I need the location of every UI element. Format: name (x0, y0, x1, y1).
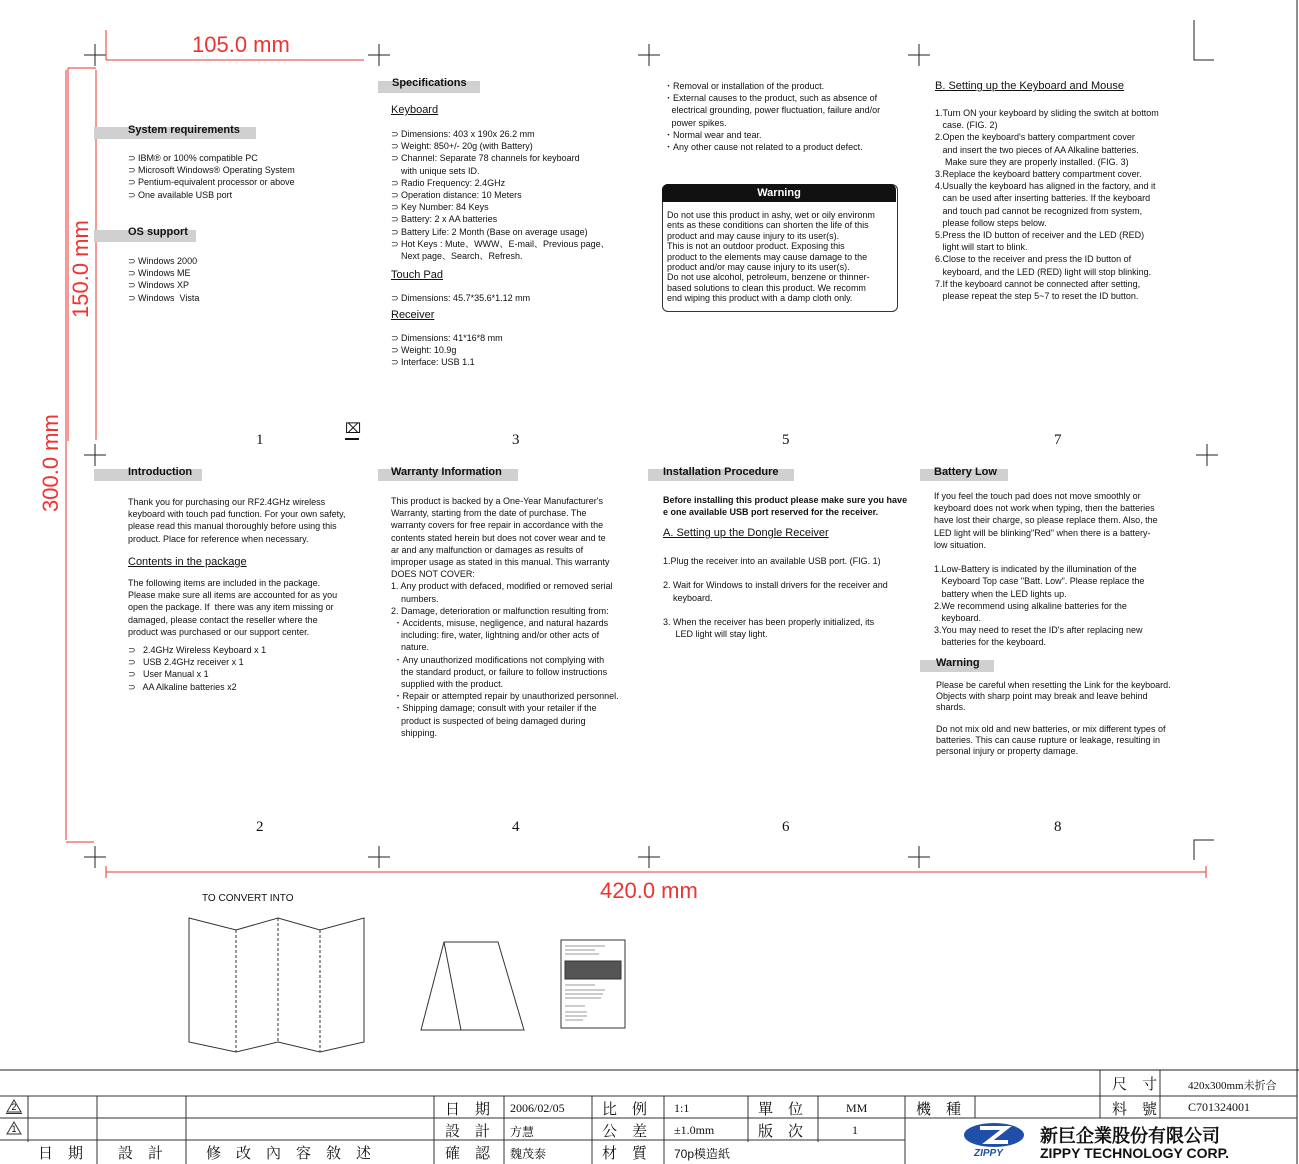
footer-date-label: 日 期 (38, 1145, 84, 1162)
warning2-heading: Warning (936, 657, 980, 669)
dongle-steps: 1.Plug the receiver into an available USB port. (FIG. 1) 2. Wait for Windows to install drivers for the receiver and keyboard. 3. When the receiver has been properly initialized, its LED light will stay light. (663, 556, 888, 640)
specs-heading: Specifications (392, 77, 467, 89)
page-number: 4 (512, 819, 520, 835)
scale-label: 比 例 (602, 1101, 648, 1118)
receiver-subheading: Receiver (391, 309, 435, 321)
keyboard-subheading: Keyboard (391, 104, 439, 116)
keyboard-specs: ⊃ Dimensions: 403 x 190x 26.2 mm ⊃ Weight: 850+/- 20g (with Battery) ⊃ Channel: Separate 78 channels for keyboard with unique sets ID. ⊃ Radio Frequency: 2.4GHz ⊃ Operation distance: 10 Meters ⊃ Key Number: 84 Keys ⊃ Battery: 2 x AA batteries ⊃ Battery Life: 2 Month (Base on average usage) ⊃ Hot Keys : Mute、WWW、E-mail、Previous page、 Next page、Search、Refresh. (391, 129, 610, 262)
touchpad-specs: ⊃ Dimensions: 45.7*35.6*1.12 mm (391, 293, 531, 303)
page-number: 3 (512, 432, 520, 448)
tolerance-value: ±1.0mm (674, 1123, 715, 1137)
intro-heading: Introduction (128, 466, 193, 478)
install-heading: Installation Procedure (663, 466, 779, 478)
page-number: 8 (1054, 819, 1062, 835)
warning2-text: Please be careful when resetting the Link for the keyboard. Objects with sharp point may break and leave behind shards. Do not mix old and new batteries, or mix different types of batteries. This can cause rupture or leakage, resulting in personal injury or property damage. (936, 680, 1171, 756)
setup-keyboard-heading: B. Setting up the Keyboard and Mouse (935, 80, 1124, 92)
intro-text: Thank you for purchasing our RF2.4GHz wireless keyboard with touch pad function. For your own safety, please read this manual thoroughly before using this product. Place for reference when necessary. (128, 497, 346, 544)
revision-triangle-2: 2 (6, 1099, 22, 1114)
convert-label: TO CONVERT INTO (202, 893, 294, 904)
model-label: 機 種 (916, 1101, 962, 1118)
scale-value: 1:1 (674, 1101, 690, 1115)
revision-label: 版 次 (758, 1123, 804, 1140)
warranty-heading: Warranty Information (391, 466, 502, 478)
company-name-cn: 新巨企業股份有限公司 (1040, 1126, 1220, 1146)
material-label: 材 質 (602, 1145, 648, 1162)
warranty-text: This product is backed by a One-Year Manufacturer's Warranty, starting from the date of purchase. The warranty covers for free repair in accordance with the contents stated herein but does not cover wear and te ar and any malfunction or damages as results of improper usage as stated in this manual. This warranty DOES NOT COVER: 1. Any product with defaced, modified or removed serial numbers. 2. Damage, deterioration or malfunction resulting from: ・Accidents, misuse, negligence, and natural hazards including: fire, water, lightning and/or other acts of nature. ・Any unauthorized modifications not complying with the standard product, or failure to follow instructions supplied with the product. ・Repair or attempted repair by unauthorized personnel. ・Shipping damage; consult with your retailer if the product is suspected of being damaged during shipping. (391, 496, 619, 738)
check-label: 確 認 (445, 1145, 491, 1162)
contents-text: The following items are included in the package. Please make sure all items are accounted for as you open the package. If there was any item missing or damaged, please contact the reseller where the product was purchased or our support center. (128, 578, 338, 637)
unit-value: MM (846, 1101, 868, 1115)
sys-req-heading: System requirements (128, 124, 240, 136)
dim-left-big: 300.0 mm (38, 414, 63, 512)
page-number: 7 (1054, 432, 1062, 448)
dim-bottom: 420.0 mm (600, 878, 698, 903)
part-label: 料 號 (1112, 1101, 1158, 1118)
unit-label: 單 位 (758, 1101, 804, 1118)
dim-left-small: 150.0 mm (68, 220, 93, 318)
dim-top: 105.0 mm (192, 32, 290, 57)
page-number: 1 (256, 432, 264, 448)
os-list: ⊃ Windows 2000 ⊃ Windows ME ⊃ Windows XP ⊃ Windows Vista (128, 256, 200, 303)
page-number: 2 (256, 819, 264, 835)
date-value: 2006/02/05 (510, 1101, 565, 1115)
footer-desc-label: 修 改 內 容 敘 述 (206, 1145, 372, 1162)
tolerance-label: 公 差 (602, 1123, 648, 1140)
page-number: 6 (782, 819, 790, 835)
page-number: 5 (782, 432, 790, 448)
setup-keyboard-steps: 1.Turn ON your keyboard by sliding the switch at bottom case. (FIG. 2) 2.Open the keyboard's battery compartment cover and insert the two pieces of AA Alkaline batteries. Make sure they are properly installed. (FIG. 3) 3.Replace the keyboard battery compartment cover. 4.Usually the keyboard has aligned in the factory, and it can be used after inserting batteries. If the keyboard and touch pad cannot be recognized from system, please follow steps below. 5.Press the ID button of receiver and the LED (RED) light will start to blink. 6.Close to the receiver and press the ID button of keyboard, and the LED (RED) light will stop blinking. 7.If the keyboard cannot be connected after setting, please repeat the step 5~7 to reset the ID button. (935, 108, 1159, 302)
part-value: C701324001 (1188, 1100, 1251, 1114)
install-note: Before installing this product please make sure you have e one available USB port reserved for the receiver. (663, 495, 908, 518)
check-value: 魏茂泰 (510, 1147, 547, 1161)
receiver-specs: ⊃ Dimensions: 41*16*8 mm ⊃ Weight: 10.9g ⊃ Interface: USB 1.1 (391, 333, 503, 368)
warranty-exclusions: ・Removal or installation of the product. ・External causes to the product, such as absence of electrical grounding, power fluctuation, failure and/or power spikes. ・Normal wear and tear. ・Any other cause not related to a product defect. (664, 81, 881, 153)
revision-triangle-1: 1 (6, 1121, 22, 1135)
contents-subheading: Contents in the package (128, 556, 247, 568)
company-name-en: ZIPPY TECHNOLOGY CORP. (1040, 1145, 1230, 1161)
design-value: 方慧 (510, 1125, 535, 1139)
sys-req-list: ⊃ IBM® or 100% compatible PC ⊃ Microsoft Windows® Operating System ⊃ Pentium-equivalent processor or above ⊃ One available USB port (128, 153, 295, 200)
dongle-subheading: A. Setting up the Dongle Receiver (663, 527, 829, 539)
material-value: 70p模造紙 (674, 1147, 731, 1161)
design-label: 設 計 (445, 1123, 491, 1140)
weee-bin-icon: ⌧ (345, 420, 359, 440)
battery-low-text: If you feel the touch pad does not move smoothly or keyboard does not work when typing, then the batteries have lost their charge, so please replace them. Also, the LED light will be blinking"Red" when there is a battery- low situation. 1.Low-Battery is indicated by the illumination of the Keyboard Top case "Batt. Low". Please replace the battery when the LED lights up. 2.We recommend using alkaline batteries for the keyboard. 3.You may need to reset the ID's after replacing new batteries for the keyboard. (934, 491, 1158, 648)
zippy-logo: ZIPPY (962, 1121, 1026, 1161)
footer-design-label: 設 計 (118, 1145, 164, 1162)
warning-heading: Warning (662, 184, 896, 202)
contents-list: ⊃ 2.4GHz Wireless Keyboard x 1 ⊃ USB 2.4GHz receiver x 1 ⊃ User Manual x 1 ⊃ AA Alkaline batteries x2 (128, 645, 267, 692)
size-value: 420x300mm未折合 (1188, 1080, 1277, 1092)
revision-value: 1 (852, 1123, 858, 1137)
battery-low-heading: Battery Low (934, 466, 997, 478)
touchpad-subheading: Touch Pad (391, 269, 443, 281)
date-label: 日 期 (445, 1101, 491, 1118)
os-heading: OS support (128, 226, 188, 238)
size-label: 尺 寸 (1112, 1076, 1158, 1093)
warning-text: Do not use this product in ashy, wet or oily environm ents as these conditions can shorten the life of this product and may cause injury to its user(s). This is not an outdoor product. Exposing this product to the elements may cause damage to the product and/or may cause injury to its user(s). Do not use alcohol, petroleum, benzene or thinner- based solutions to clean this product. We recomm end wiping this product with a damp cloth only. (667, 210, 875, 304)
